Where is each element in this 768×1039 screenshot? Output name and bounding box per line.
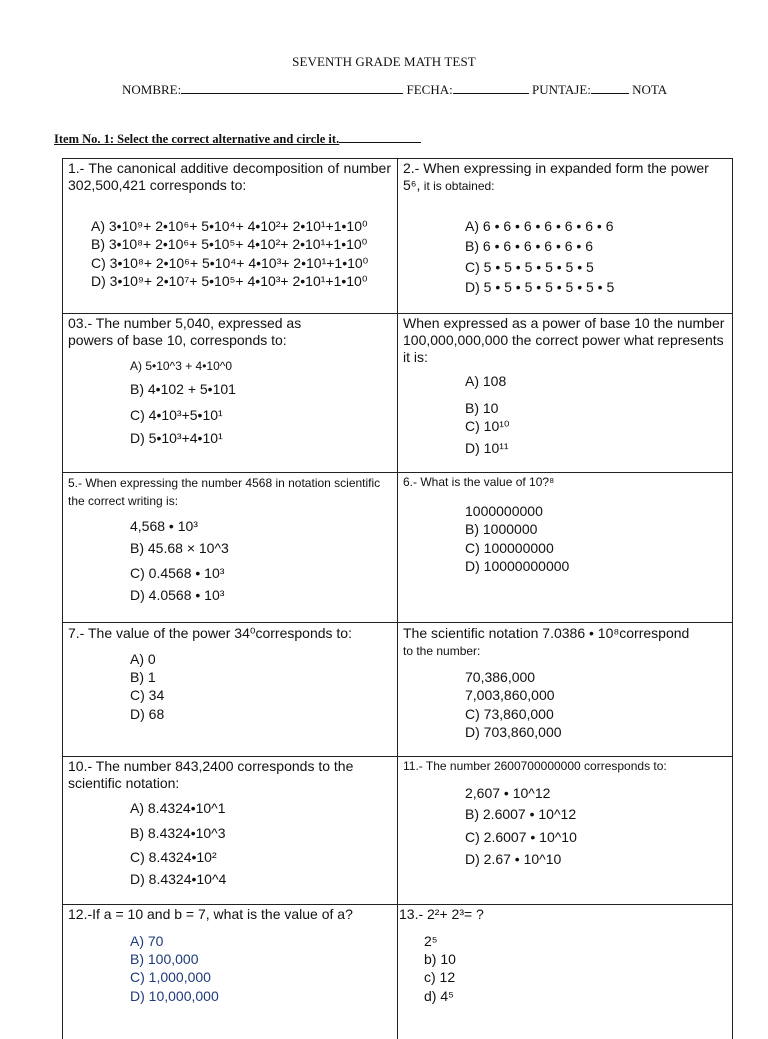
q1-option-b[interactable]: B) 3•10⁸+ 2•10⁶+ 5•10⁵+ 4•10²+ 2•10¹+1•10⁰ (91, 236, 368, 252)
nombre-blank[interactable] (181, 81, 403, 94)
question-7-text: 7.- The value of the power 34⁰corresponds to: (68, 625, 352, 641)
fecha-label: FECHA: (406, 82, 453, 97)
q10-option-c[interactable]: C) 8.4324•10² (130, 849, 217, 865)
question-2 (403, 159, 729, 313)
question-1 (68, 159, 391, 313)
instructions (54, 132, 421, 147)
question-11-text: 11.- The number 2600700000000 corresponds to: (403, 759, 667, 773)
q6-option-c[interactable]: C) 100000000 (465, 540, 554, 556)
question-2-text (403, 160, 729, 195)
question-5 (68, 473, 391, 622)
question-12 (68, 905, 391, 1039)
question-3-text: 03.- The number 5,040, expressed as powers of base 10, corresponds to: (68, 315, 302, 348)
question-11 (403, 757, 729, 904)
q7-option-b[interactable]: B) 1 (130, 669, 156, 685)
q1-option-c[interactable]: C) 3•10⁸+ 2•10⁶+ 5•10⁴+ 4•10³+ 2•10¹+1•10⁰ (91, 255, 369, 271)
q13-option-a[interactable]: 2⁵ (424, 933, 438, 949)
q2-option-a[interactable]: A) 6 • 6 • 6 • 6 • 6 • 6 • 6 (465, 218, 614, 234)
question-8-tail: to the number: (403, 644, 481, 658)
q5-option-a[interactable]: 4,568 • 10³ (130, 518, 198, 534)
question-2-tail: it is obtained: (420, 179, 495, 193)
question-4 (403, 314, 729, 472)
q7-option-c[interactable]: C) 34 (130, 687, 165, 703)
question-12-text: 12.-If a = 10 and b = 7, what is the value of a? (68, 906, 353, 922)
page-title: SEVENTH GRADE MATH TEST (292, 54, 476, 69)
q6-option-d[interactable]: D) 10000000000 (465, 558, 570, 574)
q3-option-a[interactable]: A) 5•10^3 + 4•10^0 (130, 359, 233, 373)
q7-option-a[interactable]: A) 0 (130, 651, 156, 667)
student-info-line (122, 81, 667, 98)
question-10 (68, 757, 391, 904)
q1-option-a[interactable]: A) 3•10⁹+ 2•10⁶+ 5•10⁴+ 4•10²+ 2•10¹+1•10⁰ (91, 218, 368, 234)
q8-option-a[interactable]: 70,386,000 (465, 669, 536, 685)
q11-option-d[interactable]: D) 2.67 • 10^10 (465, 851, 562, 867)
q13-option-b[interactable]: b) 10 (424, 951, 456, 967)
q11-option-a[interactable]: 2,607 • 10^12 (465, 785, 551, 801)
item-label: Item No. 1: Select the correct alternative and circle it. (54, 132, 340, 146)
q3-option-c[interactable]: C) 4•10³+5•10¹ (130, 407, 223, 423)
question-8-text (403, 625, 729, 660)
q12-option-c[interactable]: C) 1,000,000 (130, 969, 211, 985)
question-8-main: The scientific notation 7.0386 • 10⁸correspond (403, 625, 690, 641)
q13-option-c[interactable]: c) 12 (424, 969, 456, 985)
question-13 (399, 905, 725, 1039)
q2-option-b[interactable]: B) 6 • 6 • 6 • 6 • 6 • 6 (465, 238, 594, 254)
q12-option-b[interactable]: B) 100,000 (130, 951, 199, 967)
question-7 (68, 623, 391, 756)
q8-option-c[interactable]: C) 73,860,000 (465, 706, 554, 722)
q3-option-b[interactable]: B) 4•102 + 5•101 (130, 381, 236, 397)
q10-option-b[interactable]: B) 8.4324•10^3 (130, 825, 226, 841)
q5-option-c[interactable]: C) 0.4568 • 10³ (130, 565, 225, 581)
nota-label: NOTA (632, 82, 668, 97)
question-5-text (68, 474, 391, 510)
q4-option-d[interactable]: D) 10¹¹ (465, 440, 509, 456)
q5-option-d[interactable]: D) 4.0568 • 10³ (130, 587, 225, 603)
question-6-text: 6.- What is the value of 10?⁸ (403, 475, 555, 489)
q13-option-d[interactable]: d) 4⁵ (424, 988, 454, 1004)
q11-option-c[interactable]: C) 2.6007 • 10^10 (465, 829, 577, 845)
puntaje-label: PUNTAJE: (531, 82, 591, 97)
q3-option-d[interactable]: D) 5•10³+4•10¹ (130, 430, 223, 446)
q12-option-d[interactable]: D) 10,000,000 (130, 988, 219, 1004)
q7-option-d[interactable]: D) 68 (130, 706, 165, 722)
q6-option-a[interactable]: 1000000000 (465, 503, 543, 519)
question-8 (403, 623, 729, 756)
q4-option-c[interactable]: C) 10¹⁰ (465, 418, 510, 434)
q11-option-b[interactable]: B) 2.6007 • 10^12 (465, 806, 577, 822)
instructions-underline (339, 132, 421, 143)
question-13-text: 13.- 2²+ 2³= ? (399, 906, 484, 922)
fecha-blank[interactable] (453, 81, 529, 94)
q8-option-b[interactable]: 7,003,860,000 (465, 687, 555, 703)
question-5-main: 5.- When expressing the number 4568 in notation scientific the correct writing is: (68, 476, 381, 508)
q2-option-d[interactable]: D) 5 • 5 • 5 • 5 • 5 • 5 • 5 (465, 279, 615, 295)
q6-option-b[interactable]: B) 1000000 (465, 521, 538, 537)
grid-vertical-divider (397, 159, 398, 1039)
q4-option-b[interactable]: B) 10 (465, 400, 499, 416)
nombre-label: NOMBRE: (122, 82, 182, 97)
question-2-main: 2.- When expressing in expanded form the power 5⁶, (403, 160, 709, 193)
q10-option-a[interactable]: A) 8.4324•10^1 (130, 800, 226, 816)
question-6 (403, 473, 729, 622)
q2-option-c[interactable]: C) 5 • 5 • 5 • 5 • 5 • 5 (465, 259, 594, 275)
question-4-text: When expressed as a power of base 10 the number 100,000,000,000 the correct power what represents it is: (403, 315, 725, 365)
q8-option-d[interactable]: D) 703,860,000 (465, 724, 562, 740)
q12-option-a[interactable]: A) 70 (130, 933, 164, 949)
q5-option-b[interactable]: B) 45.68 × 10^3 (130, 540, 229, 556)
q10-option-d[interactable]: D) 8.4324•10^4 (130, 871, 227, 887)
question-3 (68, 314, 391, 472)
question-1-text: 1.- The canonical additive decomposition of number 302,500,421 corresponds to: (68, 160, 391, 193)
puntaje-blank[interactable] (591, 81, 629, 94)
q1-option-d[interactable]: D) 3•10⁹+ 2•10⁷+ 5•10⁵+ 4•10³+ 2•10¹+1•10⁰ (91, 273, 368, 289)
question-10-text: 10.- The number 843,2400 corresponds to the scientific notation: (68, 758, 354, 791)
question-grid (62, 158, 733, 1039)
q4-option-a[interactable]: A) 108 (465, 373, 507, 389)
